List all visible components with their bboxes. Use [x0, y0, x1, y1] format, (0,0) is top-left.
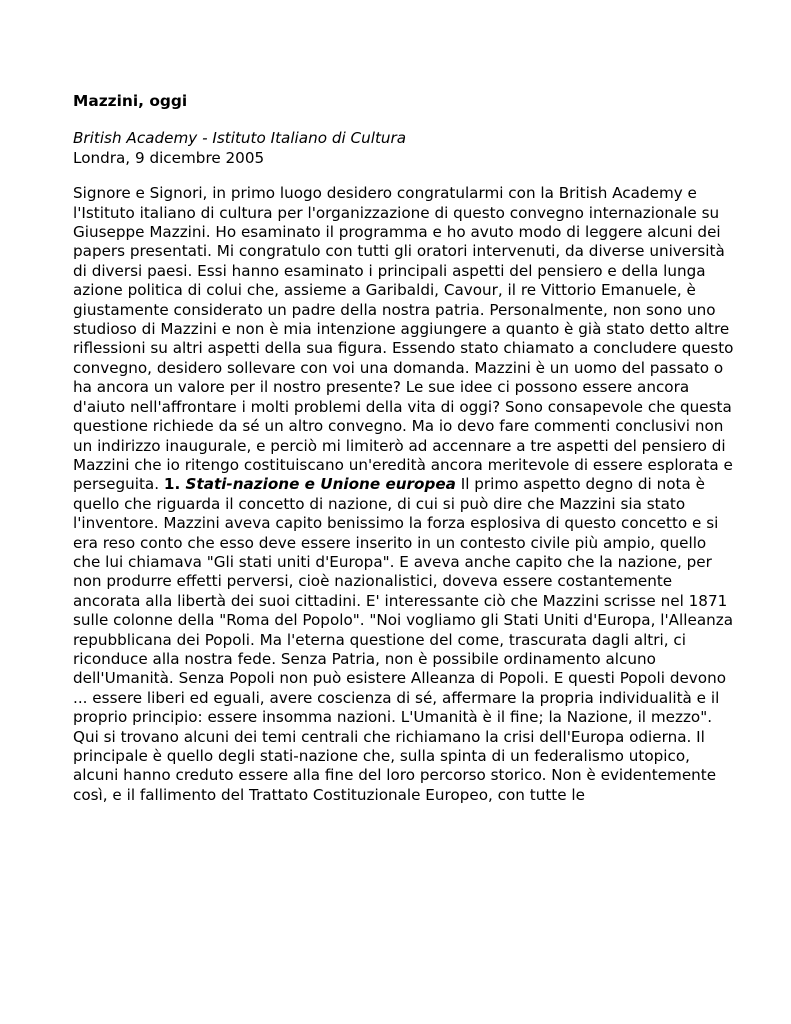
- intro-text: Signore e Signori, in primo luogo desidero congratularmi con la British Academy e l'Istituto italiano di cultura per l'organizzazione di questo convegno internazionale su Giuseppe Mazzini. Ho esaminato il programma e ho avuto modo di leggere alcuni dei papers presentati. Mi congratulo con tutti gli oratori intervenuti, da diverse università di diversi paesi. Essi hanno esaminato i principali aspetti del pensiero e della lunga azione politica di colui che, assieme a Garibaldi, Cavour, il re Vittorio Emanuele, è giustamente considerato un padre della nostra patria. Personalmente, non sono uno studioso di Mazzini e non è mia intenzione aggiungere a quanto è già stato detto altre riflessioni su altri aspetti della sua figura. Essendo stato chiamato a concludere questo convegno, desidero sollevare con voi una domanda. Mazzini è un uomo del passato o ha ancora un valore per il nostro presente? Le sue idee ci possono essere ancora d'aiuto nell'affrontare i molti problemi della vita di oggi? Sono consapevole che questa questione richiede da sé un altro convegno. Ma io devo fare commenti conclusivi non un indirizzo inaugurale, e perciò mi limiterò ad accennare a tre aspetti del pensiero di Mazzini che io ritengo costituiscano un'eredità ancora meritevole di essere esplorata e perseguita.: [73, 184, 734, 494]
- document-dateline: Londra, 9 dicembre 2005: [73, 148, 265, 167]
- document-title: Mazzini, oggi: [73, 92, 188, 110]
- body-paragraph: [73, 184, 738, 805]
- section-text: Il primo aspetto degno di nota è quello che riguarda il concetto di nazione, di cui si può dire che Mazzini sia stato l'inventore. Mazzini aveva capito benissimo la forza esplosiva di questo concetto e si era reso conto che esso deve essere inserito in un contesto civile più ampio, quello che lui chiamava "Gli stati uniti d'Europa". E aveva anche capito che la nazione, per non produrre effetti perversi, cioè nazionalistici, doveva essere costantemente ancorata alla libertà dei suoi cittadini. E' interessante ciò che Mazzini scrisse nel 1871 sulle colonne della "Roma del Popolo". "Noi vogliamo gli Stati Uniti d'Europa, l'Alleanza repubblicana dei Popoli. Ma l'eterna questione del come, trascurata dagli altri, ci riconduce alla nostra fede. Senza Patria, non è possibile ordinamento alcuno dell'Umanità. Senza Popoli non può esistere Alleanza di Popoli. E questi Popoli devono ... essere liberi ed eguali, avere coscienza di sé, affermare la propria individualità e il proprio principio: essere insomma nazioni. L'Umanità è il fine; la Nazione, il mezzo". Qui si trovano alcuni dei temi centrali che richiamano la crisi dell'Europa odierna. Il principale è quello degli stati-nazione che, sulla spinta di un federalismo utopico, alcuni hanno creduto essere alla fine del loro percorso storico. Non è evidentemente così, e il fallimento del Trattato Costituzionale Europeo, con tutte le: [73, 475, 734, 804]
- document-page: [73, 92, 738, 805]
- section-number: 1.: [163, 475, 186, 494]
- document-subtitle: British Academy - Istituto Italiano di Cultura: [73, 129, 407, 148]
- section-heading: Stati-nazione e Unione europea: [185, 475, 456, 494]
